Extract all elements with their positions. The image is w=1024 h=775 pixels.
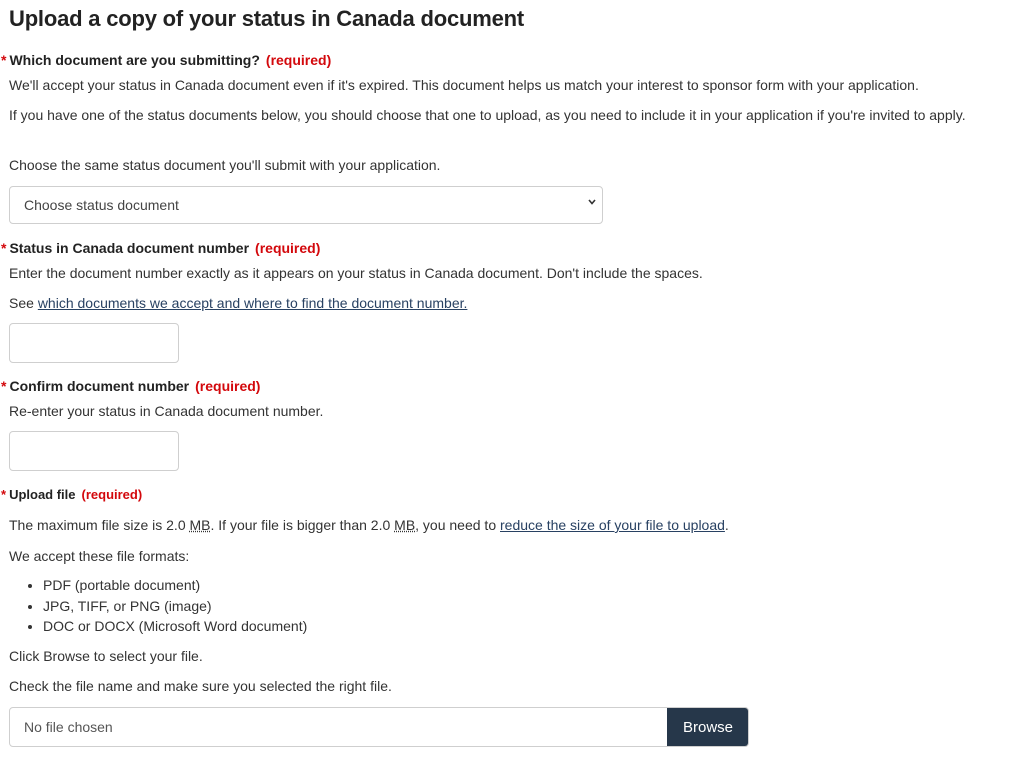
required-indicator: (required) [255,240,321,256]
list-item: • PDF (portable document) [43,575,307,596]
file-size-info [9,515,729,536]
required-star: * [1,487,7,502]
document-number-help-2 [9,293,467,314]
list-item: • JPG, TIFF, or PNG (image) [43,596,307,617]
mb-abbr: MB [394,517,416,533]
reduce-file-size-link[interactable]: reduce the size of your file to upload [500,517,725,533]
file-upload-field[interactable] [9,707,749,747]
formats-intro: We accept these file formats: [9,548,190,564]
document-type-label [1,52,331,68]
file-size-text: . [724,517,729,533]
document-type-help-2: If you have one of the status documents below, you should choose that one to upload, as you need to include it in your application if you're invited to apply. [9,107,966,123]
required-star: * [1,52,7,68]
mb-abbr: MB [189,517,211,533]
document-type-help-3: Choose the same status document you'll submit with your application. [9,157,441,173]
list-item: • DOC or DOCX (Microsoft Word document) [43,616,307,637]
accepted-documents-link[interactable]: which documents we accept and where to find the document number. [37,295,468,311]
document-number-input[interactable] [9,323,179,363]
document-number-label-text: Status in Canada document number [9,240,250,256]
page-title: Upload a copy of your status in Canada document [9,6,525,31]
browse-button[interactable]: Browse [667,707,749,747]
required-indicator: (required) [81,487,143,502]
file-name-display: No file chosen [24,719,113,735]
required-star: * [1,378,7,394]
file-size-text: The maximum file size is 2.0 [9,517,190,533]
formats-list [10,575,307,637]
upload-file-label [1,487,142,502]
confirm-number-label [1,378,260,394]
required-star: * [1,240,7,256]
chevron-down-icon [588,197,596,208]
confirm-number-help: Re-enter your status in Canada document number. [9,403,324,419]
document-number-help-1: Enter the document number exactly as it appears on your status in Canada document. Don't include the spaces. [9,265,703,281]
file-size-text: , you need to [415,517,500,533]
confirm-number-label-text: Confirm document number [9,378,190,394]
confirm-number-input[interactable] [9,431,179,471]
document-type-label-text: Which document are you submitting? [9,52,260,68]
browse-instruction: Click Browse to select your file. [9,648,203,664]
document-number-label [1,240,320,256]
file-size-text: . If your file is bigger than 2.0 [210,517,395,533]
status-document-select-value: Choose status document [24,197,179,213]
document-type-help-1: We'll accept your status in Canada document even if it's expired. This document helps us match your interest to sponsor form with your application. [9,77,919,93]
check-file-instruction: Check the file name and make sure you selected the right file. [9,678,392,694]
required-indicator: (required) [195,378,261,394]
document-number-help-prefix: See [9,295,38,311]
required-indicator: (required) [265,52,332,68]
status-document-select[interactable] [9,186,603,224]
upload-file-label-text: Upload file [9,487,76,502]
